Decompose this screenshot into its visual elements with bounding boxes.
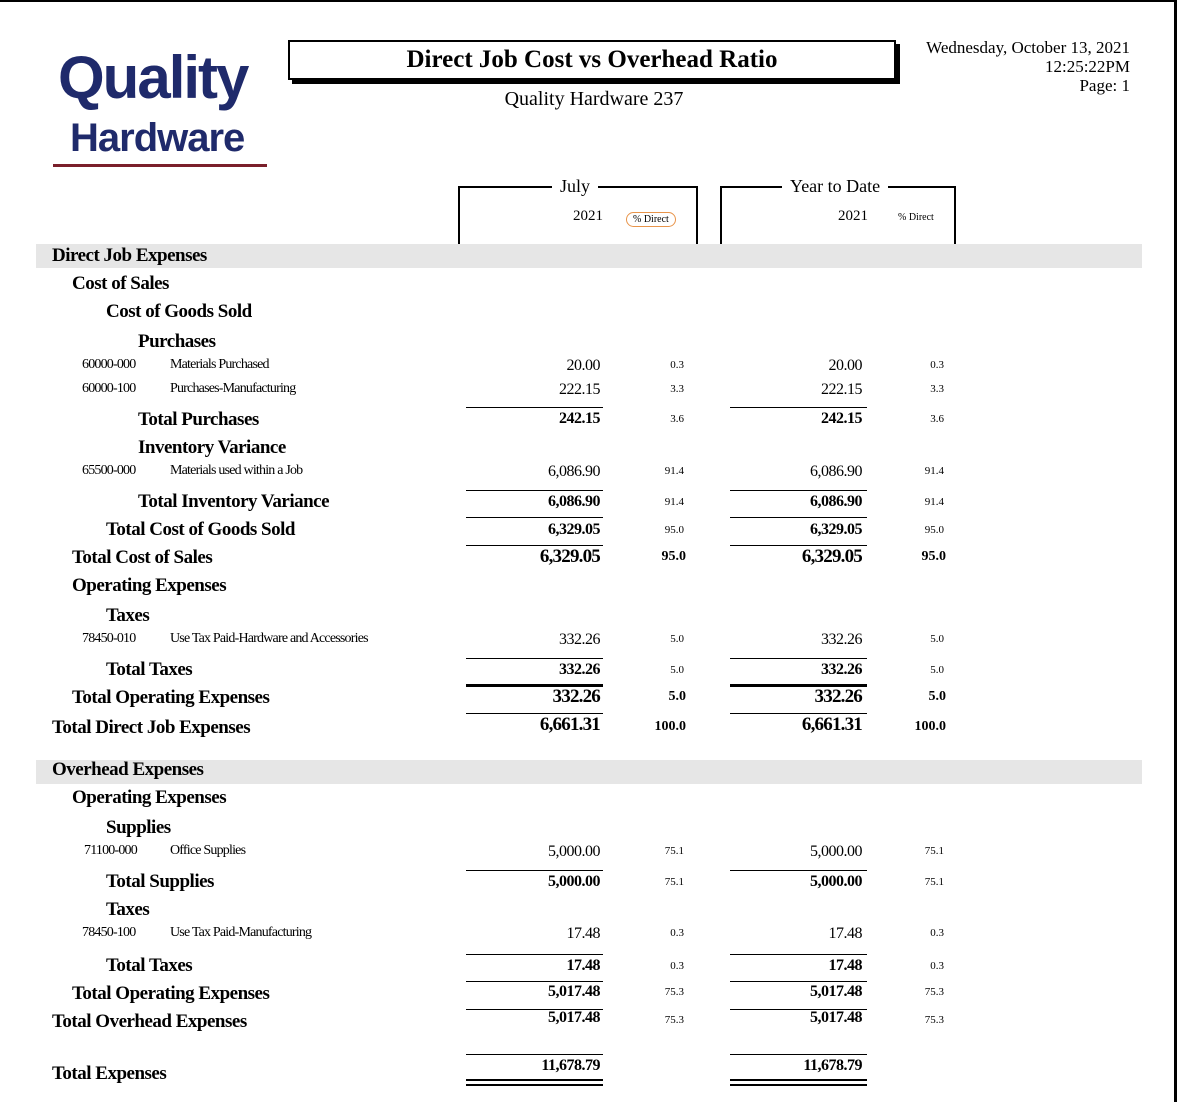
amount-ytd: 5,017.48 bbox=[810, 983, 862, 1000]
amount-ytd: 332.26 bbox=[821, 661, 862, 678]
account-code: 65500-000 bbox=[82, 463, 136, 478]
account-code: 71100-000 bbox=[84, 843, 137, 858]
column-header-ytd bbox=[720, 176, 956, 244]
amount-ytd: 5,017.48 bbox=[810, 1009, 862, 1026]
pct-ytd: 3.6 bbox=[930, 413, 944, 425]
pct-ytd: 0.3 bbox=[930, 960, 944, 972]
column-year-ytd: 2021 bbox=[838, 208, 868, 224]
amount-ytd: 17.48 bbox=[828, 957, 862, 974]
total-taxes-label: Total Taxes bbox=[106, 659, 193, 680]
pct-july: 75.1 bbox=[664, 845, 684, 857]
amount-ytd: 5,000.00 bbox=[810, 843, 862, 860]
subtotal-rule bbox=[730, 658, 867, 659]
subtotal-rule bbox=[730, 407, 867, 408]
report-title: Direct Job Cost vs Overhead Ratio bbox=[288, 40, 896, 80]
grand-total-double-rule bbox=[730, 1079, 867, 1086]
pct-july: 95.0 bbox=[664, 524, 684, 536]
subtotal-rule bbox=[730, 981, 867, 982]
subtotal-rule bbox=[466, 870, 603, 871]
group-purchases: Purchases bbox=[138, 331, 216, 352]
group-operating-expenses: Operating Expenses bbox=[72, 575, 227, 596]
subtotal-rule bbox=[466, 407, 603, 408]
pct-ytd: 95.0 bbox=[924, 524, 944, 536]
total-expenses-label: Total Expenses bbox=[52, 1063, 167, 1084]
subtotal-rule bbox=[730, 870, 867, 871]
subtotal-rule bbox=[466, 1054, 603, 1055]
amount-ytd: 332.26 bbox=[821, 631, 862, 648]
group-inventory-variance: Inventory Variance bbox=[138, 437, 286, 458]
pct-ytd: 3.3 bbox=[930, 383, 944, 395]
logo-quality: Quality bbox=[58, 44, 248, 111]
pct-july: 100.0 bbox=[654, 719, 686, 734]
pct-july: 0.3 bbox=[670, 359, 684, 371]
report-time: 12:25:22PM bbox=[1044, 57, 1130, 76]
pct-ytd: 91.4 bbox=[924, 465, 944, 477]
report-header-info bbox=[926, 38, 1130, 95]
amount-july: 20.00 bbox=[566, 357, 600, 374]
amount-ytd: 6,329.05 bbox=[810, 521, 862, 538]
subtotal-rule bbox=[466, 954, 603, 955]
pct-ytd: 0.3 bbox=[930, 927, 944, 939]
pct-july: 0.3 bbox=[670, 960, 684, 972]
amount-july: 5,017.48 bbox=[548, 983, 600, 1000]
column-title-ytd: Year to Date bbox=[782, 176, 888, 197]
amount-july: 6,086.90 bbox=[548, 493, 600, 510]
subtotal-rule bbox=[730, 490, 867, 491]
pct-july: 5.0 bbox=[670, 664, 684, 676]
subtotal-rule bbox=[730, 517, 867, 518]
subtotal-rule bbox=[466, 658, 603, 659]
pct-ytd: 5.0 bbox=[928, 689, 946, 704]
amount-july: 332.26 bbox=[559, 661, 600, 678]
pct-july: 75.1 bbox=[664, 876, 684, 888]
subtotal-rule bbox=[466, 517, 603, 518]
account-name: Materials used within a Job bbox=[170, 463, 303, 478]
total-supplies-label: Total Supplies bbox=[106, 871, 214, 892]
total-overhead-expenses-label: Total Overhead Expenses bbox=[52, 1011, 247, 1032]
pct-july: 3.3 bbox=[670, 383, 684, 395]
total-purchases-label: Total Purchases bbox=[138, 409, 259, 430]
column-pct-ytd: % Direct bbox=[898, 212, 934, 223]
page-number: Page: 1 bbox=[1079, 76, 1130, 95]
oh-total-taxes-label: Total Taxes bbox=[106, 955, 193, 976]
total-operating-expenses-label: Total Operating Expenses bbox=[72, 687, 270, 708]
amount-july: 222.15 bbox=[559, 381, 600, 398]
logo-hardware: Hardware bbox=[70, 116, 245, 160]
amount-ytd: 5,000.00 bbox=[810, 873, 862, 890]
pct-july: 5.0 bbox=[670, 633, 684, 645]
amount-july: 11,678.79 bbox=[541, 1057, 600, 1074]
amount-ytd: 6,661.31 bbox=[801, 714, 862, 735]
amount-ytd: 6,086.90 bbox=[810, 493, 862, 510]
pct-july: 5.0 bbox=[668, 689, 686, 704]
group-supplies: Supplies bbox=[106, 817, 171, 838]
amount-july: 6,661.31 bbox=[539, 714, 600, 735]
amount-ytd: 6,086.90 bbox=[810, 463, 862, 480]
group-cost-of-goods-sold: Cost of Goods Sold bbox=[106, 301, 252, 322]
section-direct-job-expenses: Direct Job Expenses bbox=[52, 245, 207, 266]
pct-july: 75.3 bbox=[664, 1014, 684, 1026]
pct-ytd: 75.3 bbox=[924, 1014, 944, 1026]
pct-ytd: 75.3 bbox=[924, 986, 944, 998]
amount-july: 17.48 bbox=[566, 925, 600, 942]
pct-july: 91.4 bbox=[664, 465, 684, 477]
subtotal-rule bbox=[466, 981, 603, 982]
column-title-july: July bbox=[552, 176, 598, 197]
report-date: Wednesday, October 13, 2021 bbox=[926, 38, 1130, 57]
amount-july: 332.26 bbox=[559, 631, 600, 648]
amount-july: 17.48 bbox=[566, 957, 600, 974]
column-header-july bbox=[458, 176, 698, 244]
total-direct-job-expenses-label: Total Direct Job Expenses bbox=[52, 717, 251, 738]
account-name: Use Tax Paid-Manufacturing bbox=[170, 925, 312, 940]
oh-total-operating-expenses-label: Total Operating Expenses bbox=[72, 983, 270, 1004]
pct-ytd: 5.0 bbox=[930, 664, 944, 676]
account-code: 60000-100 bbox=[82, 381, 136, 396]
pct-ytd: 75.1 bbox=[924, 845, 944, 857]
subtotal-rule bbox=[466, 490, 603, 491]
pct-july: 91.4 bbox=[664, 496, 684, 508]
pct-ytd: 0.3 bbox=[930, 359, 944, 371]
account-name: Office Supplies bbox=[170, 843, 246, 858]
amount-july: 5,017.48 bbox=[548, 1009, 600, 1026]
amount-july: 6,329.05 bbox=[548, 521, 600, 538]
total-cost-of-sales-label: Total Cost of Sales bbox=[72, 547, 213, 568]
section-overhead-expenses: Overhead Expenses bbox=[52, 759, 204, 780]
pct-ytd: 5.0 bbox=[930, 633, 944, 645]
pct-ytd: 100.0 bbox=[914, 719, 946, 734]
total-cogs-label: Total Cost of Goods Sold bbox=[106, 519, 295, 540]
pct-ytd: 75.1 bbox=[924, 876, 944, 888]
group-taxes: Taxes bbox=[106, 605, 150, 626]
amount-july: 5,000.00 bbox=[548, 843, 600, 860]
amount-ytd: 222.15 bbox=[821, 381, 862, 398]
amount-ytd: 332.26 bbox=[814, 686, 862, 707]
column-year-july: 2021 bbox=[573, 208, 603, 224]
amount-july: 332.26 bbox=[552, 686, 600, 707]
amount-ytd: 11,678.79 bbox=[803, 1057, 862, 1074]
account-name: Use Tax Paid-Hardware and Accessories bbox=[170, 631, 368, 646]
group-oh-taxes: Taxes bbox=[106, 899, 150, 920]
pct-ytd: 95.0 bbox=[921, 549, 946, 564]
account-code: 78450-010 bbox=[82, 631, 136, 646]
amount-july: 242.15 bbox=[559, 410, 600, 427]
amount-july: 6,086.90 bbox=[548, 463, 600, 480]
amount-ytd: 20.00 bbox=[828, 357, 862, 374]
amount-ytd: 242.15 bbox=[821, 410, 862, 427]
pct-july: 0.3 bbox=[670, 927, 684, 939]
group-oh-operating-expenses: Operating Expenses bbox=[72, 787, 227, 808]
pct-july: 95.0 bbox=[661, 549, 686, 564]
account-name: Purchases-Manufacturing bbox=[170, 381, 296, 396]
pct-july: 3.6 bbox=[670, 413, 684, 425]
grand-total-double-rule bbox=[466, 1079, 603, 1086]
amount-ytd: 17.48 bbox=[828, 925, 862, 942]
amount-july: 6,329.05 bbox=[539, 546, 600, 567]
account-name: Materials Purchased bbox=[170, 357, 269, 372]
total-inventory-variance-label: Total Inventory Variance bbox=[138, 491, 330, 512]
subtotal-rule bbox=[730, 1054, 867, 1055]
amount-july: 5,000.00 bbox=[548, 873, 600, 890]
pct-ytd: 91.4 bbox=[924, 496, 944, 508]
column-pct-july: % Direct bbox=[626, 212, 676, 227]
pct-july: 75.3 bbox=[664, 986, 684, 998]
account-code: 78450-100 bbox=[82, 925, 136, 940]
logo-underline bbox=[53, 164, 267, 167]
account-code: 60000-000 bbox=[82, 357, 136, 372]
group-cost-of-sales: Cost of Sales bbox=[72, 273, 169, 294]
subtotal-rule bbox=[730, 954, 867, 955]
amount-ytd: 6,329.05 bbox=[801, 546, 862, 567]
company-name: Quality Hardware 237 bbox=[504, 88, 684, 110]
